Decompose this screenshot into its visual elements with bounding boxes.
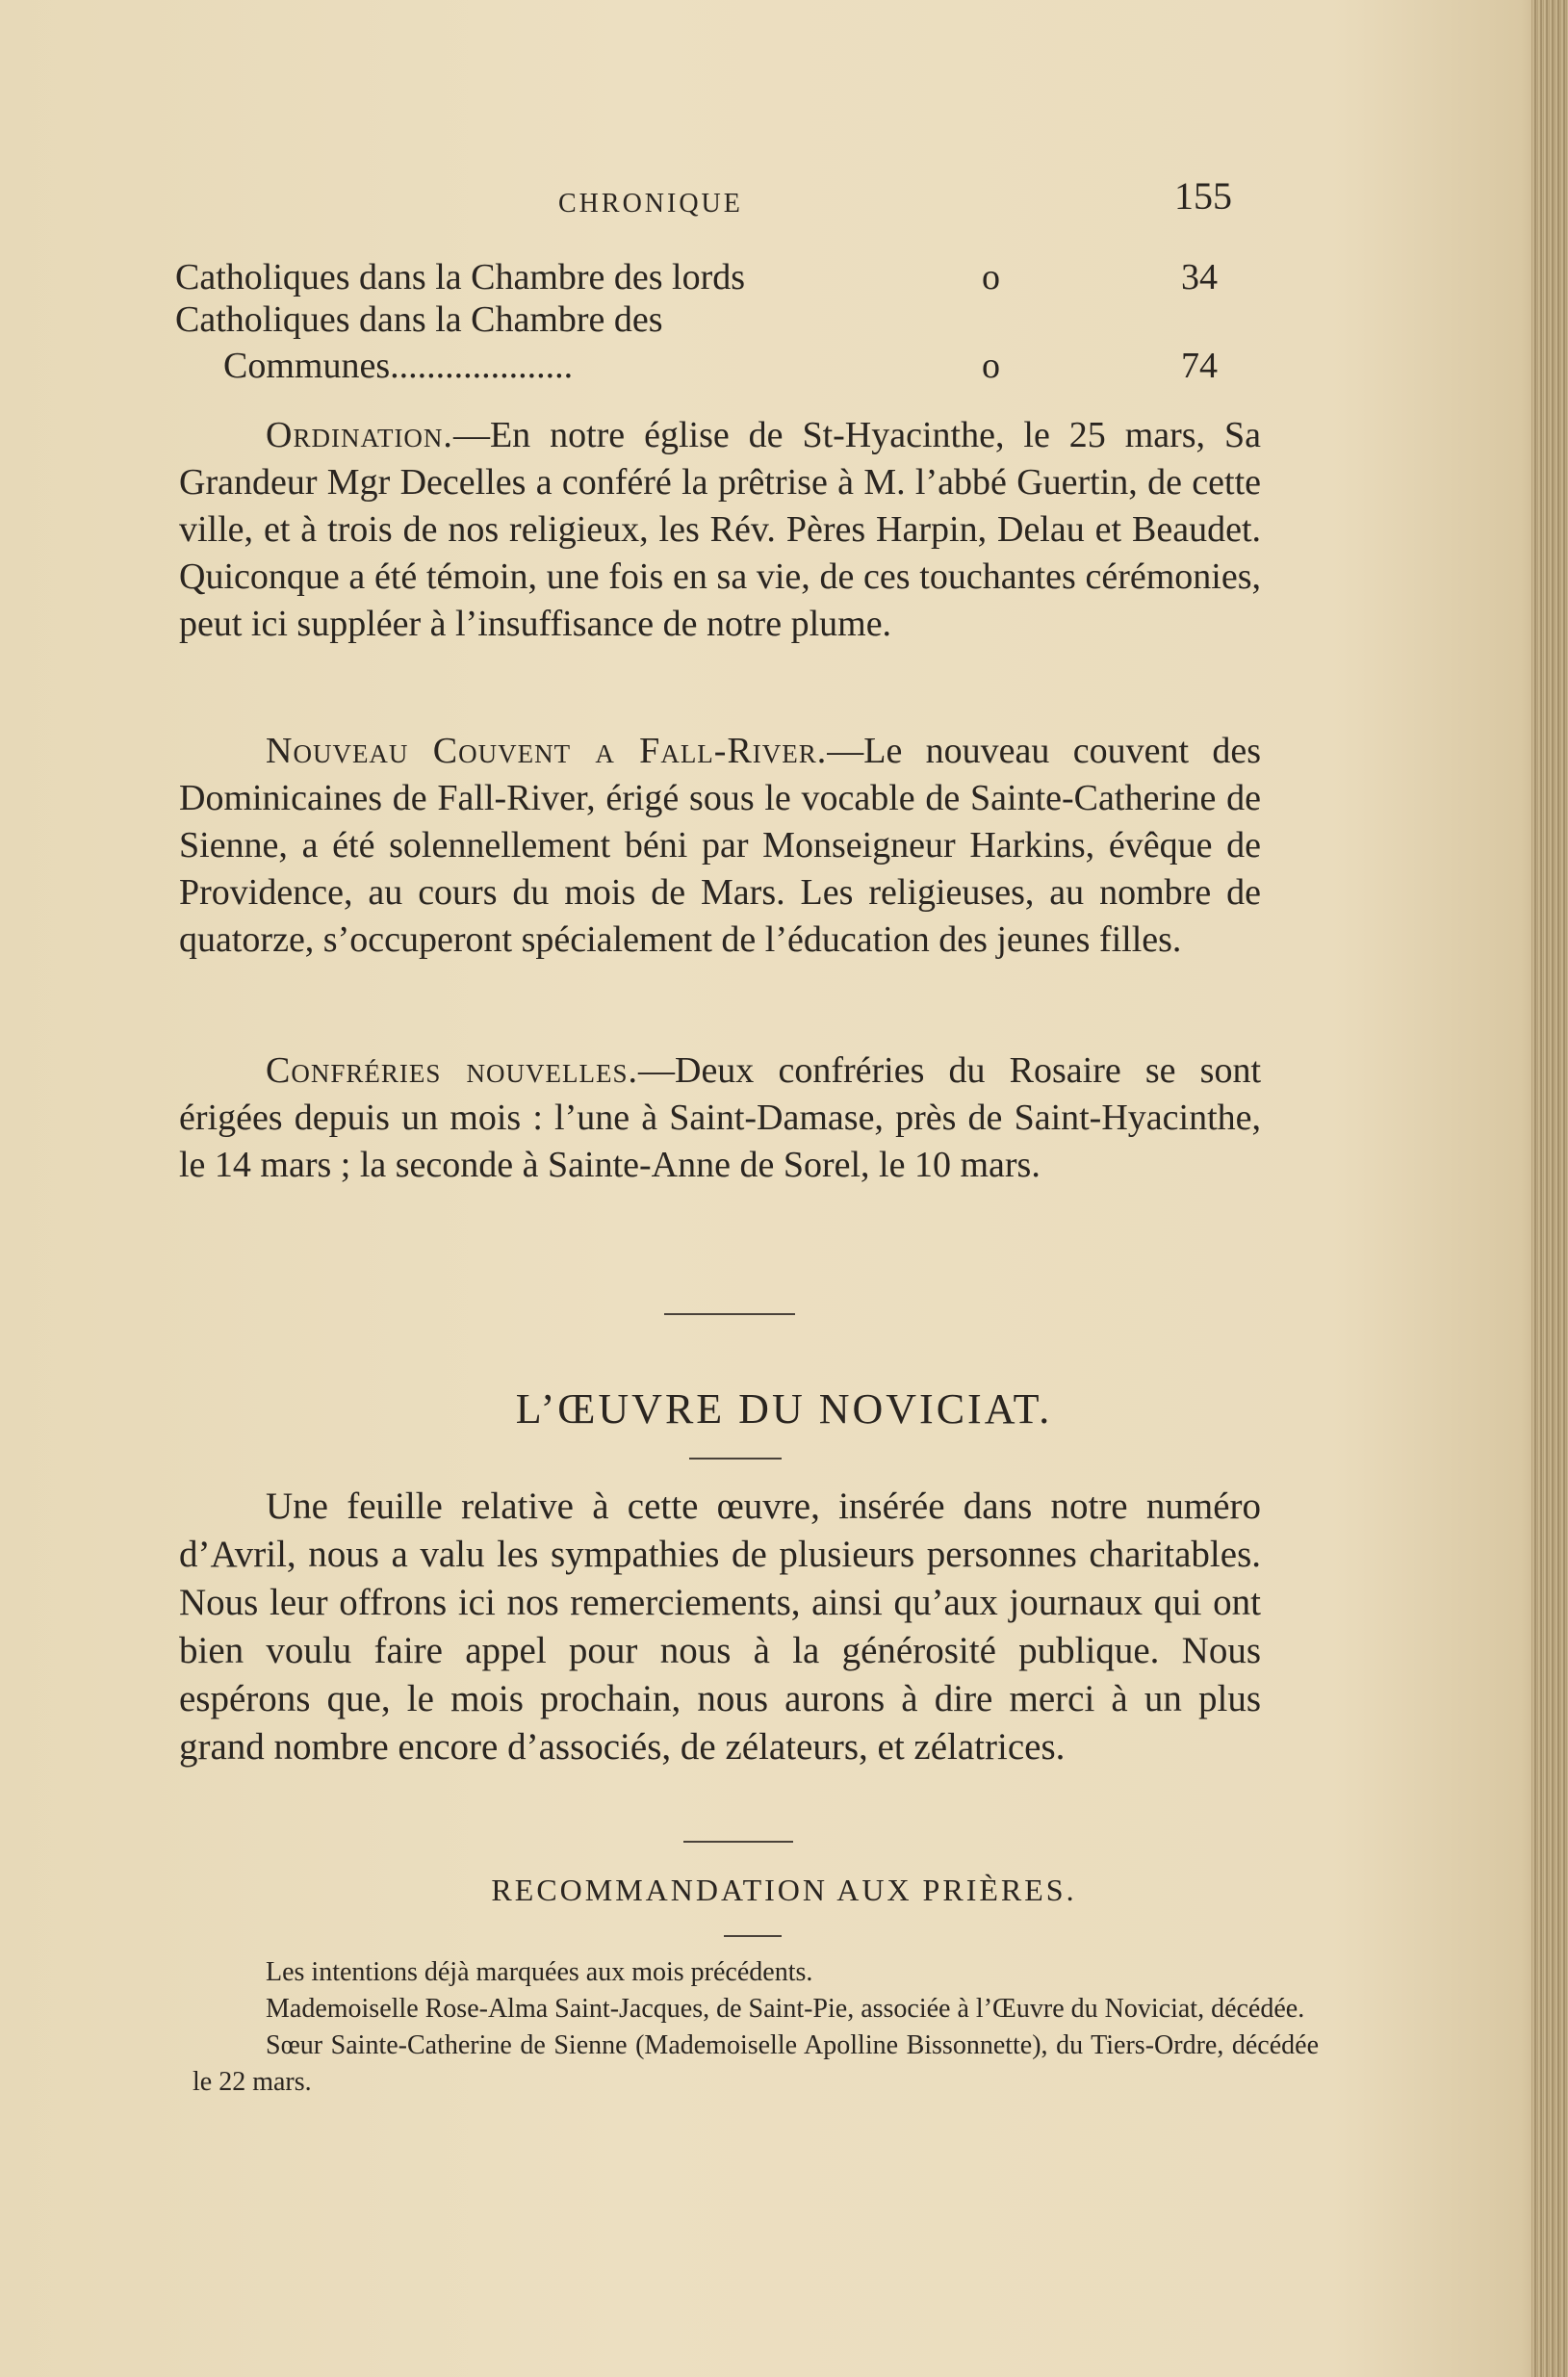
couvent-text: —Le nouveau couvent des Dominicaines de Fall-River, érigé sous le vocable de Sainte-Catherine de Sienne, a été solennellement béni par Monseigneur Harkins, évêque de Providence, au cours du mois de Mars. Les religieuses, au nombre de quatorze, s’occuperont spécialement de l’éducation des jeunes filles. [179,731,1261,960]
couvent-heading: Nouveau Couvent a Fall-River. [266,731,828,771]
recommandation-list [193,1954,1319,2101]
oeuvre-paragraph [179,1483,1261,1771]
oeuvre-text: Une feuille relative à cette œuvre, insérée dans notre numéro d’Avril, nous a valu les sympathies de plusieurs personnes charitables. Nous leur offrons ici nos remerciements, ainsi qu’aux journaux qui ont bien voulu faire appel pour nous à la générosité publique. Nous espérons que, le mois prochain, nous aurons à dire merci à un plus grand nombre encore d’associés, de zélateurs, et zélatrices. [179,1486,1261,1768]
stat-value: o [982,257,1000,297]
oeuvre-title: L’ŒUVRE DU NOVICIAT. [515,1385,1053,1433]
recommandation-line: Mademoiselle Rose-Alma Saint-Jacques, de Saint-Pie, associée à l’Œuvre du Noviciat, décédée. [266,1994,1305,2024]
recommandation-line: Sœur Sainte-Catherine de Sienne (Mademoiselle Apolline Bissonnette), du Tiers-Ordre, décédée le 22 mars. [193,2030,1319,2097]
stat-value: o [982,346,1000,386]
stat-label: Catholiques dans la Chambre des lords [175,257,746,297]
ordination-text: —En notre église de St-Hyacinthe, le 25 mars, Sa Grandeur Mgr Decelles a conféré la prêtrise à M. l’abbé Guertin, de cette ville, et à trois de nos religieux, les Rév. Pères Harpin, Delau et Beaudet. Quiconque a été témoin, une fois en sa vie, de ces touchantes cérémonies, peut ici suppléer à l’insuffisance de notre plume. [179,415,1261,644]
recommandation-title: RECOMMANDATION AUX PRIÈRES. [491,1873,1077,1907]
ordination-heading: Ordination. [266,415,453,455]
stat-row [175,256,1234,302]
couvent-paragraph [179,728,1261,964]
confreries-paragraph [179,1047,1261,1189]
section-divider [664,1313,795,1315]
recommandation-line: Les intentions déjà marquées aux mois précédents. [266,1957,813,1987]
stat-row [175,298,1234,345]
page-edge [1531,0,1568,2377]
confreries-heading: Confréries nouvelles. [266,1050,638,1091]
title-underline [689,1458,782,1460]
stat-label: Communes.................... [223,346,574,386]
stat-value: 34 [1181,257,1218,297]
title-underline [724,1935,782,1937]
section-divider [683,1841,793,1843]
ordination-paragraph [179,412,1261,648]
stat-label: Catholiques dans la Chambre des [175,299,663,340]
stat-value: 74 [1181,346,1218,386]
page-number: 155 [1174,174,1232,218]
confreries-text: —Deux confréries du Rosaire se sont érigées depuis un mois : l’une à Saint-Damase, près de Saint-Hyacinthe, le 14 mars ; la seconde à Sainte-Anne de Sorel, le 10 mars. [179,1050,1261,1185]
stat-row [175,345,1234,391]
running-title: CHRONIQUE [558,189,743,219]
